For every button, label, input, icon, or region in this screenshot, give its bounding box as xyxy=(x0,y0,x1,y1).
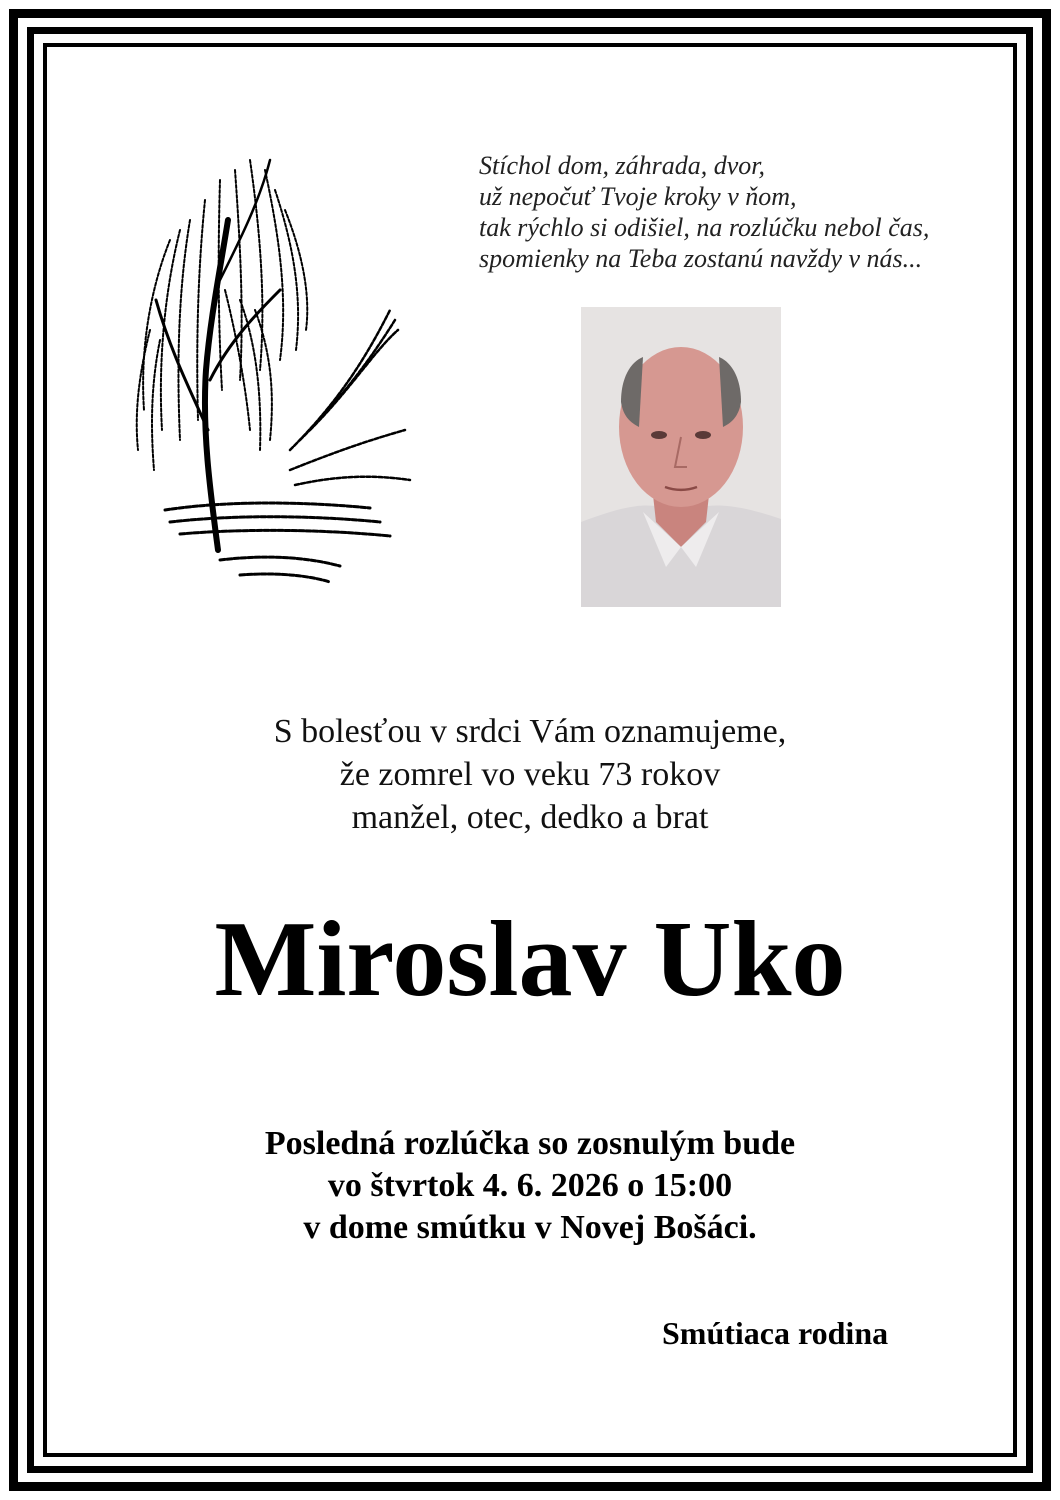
ceremony-line: vo štvrtok 4. 6. 2026 o 15:00 xyxy=(327,1167,733,1204)
announcement-line: manžel, otec, dedko a brat xyxy=(351,799,709,836)
portrait-placeholder xyxy=(581,307,781,607)
poem-line: spomienky na Teba zostanú navždy v nás... xyxy=(479,244,923,273)
poem-line: Stíchol dom, záhrada, dvor, xyxy=(479,151,765,180)
announcement-line: že zomrel vo veku 73 rokov xyxy=(339,756,721,793)
poem xyxy=(479,150,1019,274)
announcement-line: S bolesťou v srdci Vám oznamujeme, xyxy=(273,713,787,750)
ceremony-line: v dome smútku v Novej Bošáci. xyxy=(303,1209,757,1246)
ceremony-line: Posledná rozlúčka so zosnulým bude xyxy=(264,1125,796,1162)
deceased-name: Miroslav Uko xyxy=(214,900,846,1019)
ceremony-details xyxy=(0,1123,1060,1249)
portrait-photo xyxy=(581,307,781,607)
weeping-willow-icon xyxy=(110,130,430,600)
announcement xyxy=(0,710,1060,839)
poem-line: už nepočuť Tvoje kroky v ňom, xyxy=(479,182,797,211)
poem-line: tak rýchlo si odišiel, na rozlúčku nebol čas, xyxy=(479,213,930,242)
signature: Smútiaca rodina xyxy=(662,1315,889,1351)
